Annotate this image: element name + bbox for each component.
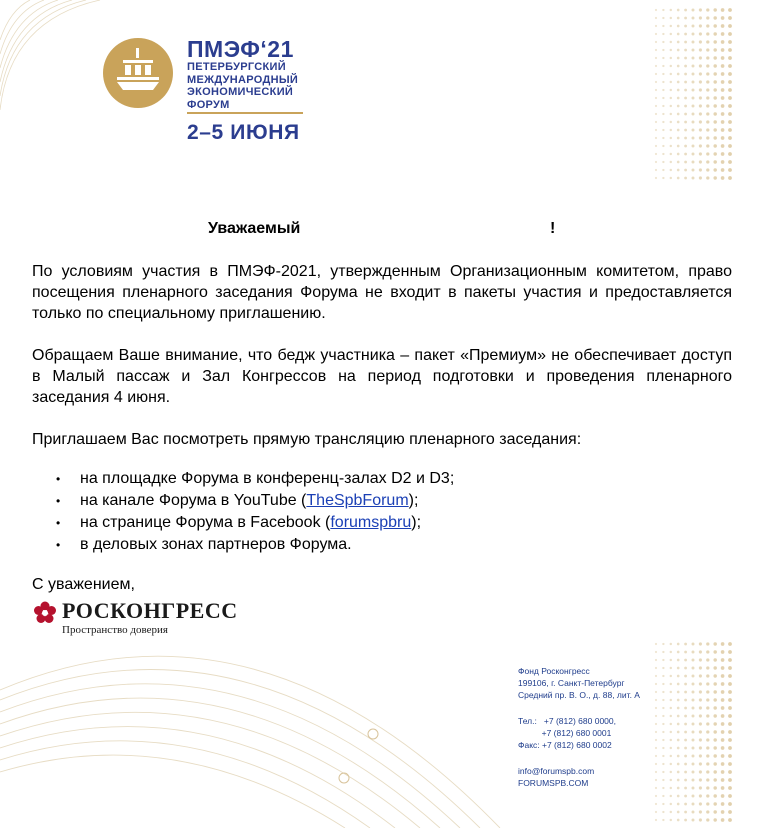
footer-website: FORUMSPB.COM [518, 778, 589, 788]
footer-phone-2: +7 (812) 680 0001 [518, 728, 612, 738]
spief-logo-emblem [103, 38, 173, 108]
ship-icon [103, 38, 173, 108]
footer-address-street: Средний пр. В. О., д. 88, лит. А [518, 690, 640, 700]
decorative-dots-top [652, 6, 734, 182]
list-item [56, 512, 454, 534]
logo-divider [187, 112, 303, 114]
decorative-arcs-bottom [0, 620, 520, 828]
closing: С уважением, [32, 576, 135, 593]
greeting: Уважаемый [208, 220, 301, 237]
list-item-text: ); [411, 514, 422, 531]
paragraph-participation-terms: По условиям участия в ПМЭФ-2021, утвержденным Организационным комитетом, право посещения пленарного заседания Форума не входит в пакеты участия и предоставляется только по специальному приглашению. [32, 263, 732, 322]
footer-email: info@forumspb.com [518, 766, 595, 776]
facebook-link[interactable]: forumspbru [330, 514, 412, 531]
footer-fax: Факс: +7 (812) 680 0002 [518, 740, 612, 750]
list-item-text: на площадке Форума в конференц-залах D2 и D3; [80, 470, 455, 487]
forum-subtitle-line: МЕЖДУНАРОДНЫЙ [187, 73, 299, 86]
forum-subtitle-line: ПЕТЕРБУРГСКИЙ [187, 61, 286, 73]
roscongress-name: РОСКОНГРЕСС [62, 598, 238, 623]
forum-subtitle [187, 61, 298, 111]
greeting-exclamation: ! [550, 220, 556, 237]
footer-phone-1: Тел.: +7 (812) 680 0000, [518, 716, 616, 726]
paragraph-broadcast-invite: Приглашаем Вас посмотреть прямую трансляцию пленарного заседания: [32, 431, 582, 448]
broadcast-list [56, 468, 454, 556]
list-item-text: на канале Форума в YouTube ( [80, 492, 307, 509]
footer-org: Фонд Росконгресс [518, 666, 590, 676]
forum-subtitle-line: ФОРУМ [187, 98, 230, 111]
list-item [56, 490, 454, 512]
paragraph-badge-access: Обращаем Ваше внимание, что бедж участника – пакет «Премиум» не обеспечивает доступ в Малый пассаж и Зал Конгрессов на период подготовки и проведения пленарного заседания 4 июня. [32, 347, 732, 406]
list-item [56, 468, 454, 490]
decorative-dots-bottom [652, 640, 734, 824]
decorative-arcs-top [0, 0, 110, 120]
forum-dates: 2–5 ИЮНЯ [187, 121, 300, 144]
footer-address-city: 199106, г. Санкт-Петербург [518, 678, 625, 688]
list-item [56, 534, 454, 556]
forum-title: ПМЭФ‘21 [187, 36, 294, 62]
roscongress-flower-icon [32, 600, 58, 626]
roscongress-tagline: Пространство доверия [62, 624, 168, 636]
forum-subtitle-line: ЭКОНОМИЧЕСКИЙ [187, 86, 294, 98]
list-item-text: ); [408, 492, 419, 509]
list-item-text: на странице Форума в Facebook ( [80, 514, 331, 531]
youtube-link[interactable]: TheSpbForum [306, 492, 409, 509]
list-item-text: в деловых зонах партнеров Форума. [80, 536, 352, 553]
